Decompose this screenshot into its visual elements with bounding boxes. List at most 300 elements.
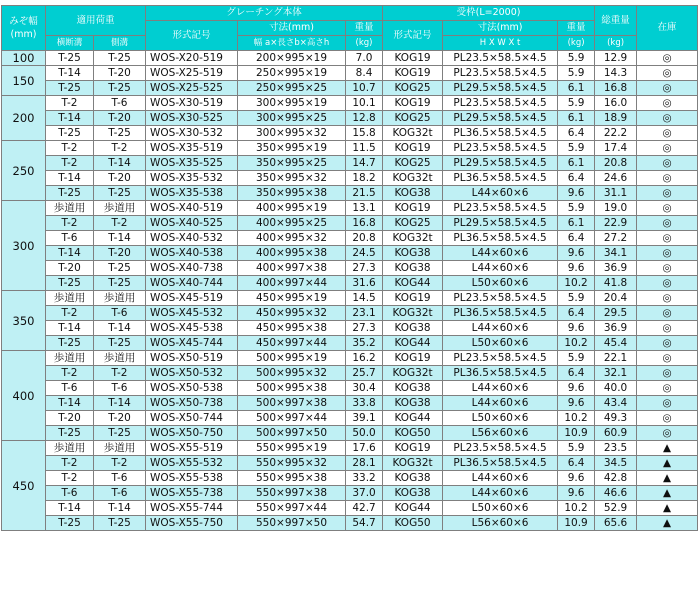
- model-code-cell: WOS-X50-538: [146, 381, 238, 396]
- model-code-cell: WOS-X35-519: [146, 141, 238, 156]
- weight-cell: 20.8: [346, 231, 383, 246]
- frame-code-cell: KOG44: [383, 501, 443, 516]
- dimensions-cell: 350×995×19: [238, 141, 346, 156]
- model-code-cell: WOS-X55-532: [146, 456, 238, 471]
- header-grating: グレーチング本体: [146, 6, 383, 21]
- dimensions-cell: 300×995×32: [238, 126, 346, 141]
- stock-mark-cell: ▲: [637, 471, 698, 486]
- frame-dimensions-cell: L56×60×6: [443, 426, 558, 441]
- stock-mark-cell: ◎: [637, 261, 698, 276]
- cross-load-cell: T-14: [46, 66, 94, 81]
- side-load-cell: T-6: [94, 381, 146, 396]
- model-code-cell: WOS-X45-538: [146, 321, 238, 336]
- weight-cell: 15.8: [346, 126, 383, 141]
- side-load-cell: 歩道用: [94, 441, 146, 456]
- model-code-cell: WOS-X35-532: [146, 171, 238, 186]
- cross-load-cell: 歩道用: [46, 201, 94, 216]
- table-row: [2, 81, 698, 96]
- frame-dimensions-cell: PL23.5×58.5×4.5: [443, 51, 558, 66]
- stock-mark-cell: ◎: [637, 276, 698, 291]
- side-load-cell: T-6: [94, 96, 146, 111]
- model-code-cell: WOS-X25-519: [146, 66, 238, 81]
- side-load-cell: T-6: [94, 306, 146, 321]
- stock-mark-cell: ◎: [637, 201, 698, 216]
- frame-weight-cell: 6.4: [558, 456, 595, 471]
- side-load-cell: T-25: [94, 426, 146, 441]
- dimensions-cell: 300×995×25: [238, 111, 346, 126]
- side-load-cell: 歩道用: [94, 201, 146, 216]
- dimensions-cell: 500×995×32: [238, 366, 346, 381]
- frame-dimensions-cell: PL36.5×58.5×4.5: [443, 366, 558, 381]
- model-code-cell: WOS-X35-538: [146, 186, 238, 201]
- model-code-cell: WOS-X40-525: [146, 216, 238, 231]
- stock-mark-cell: ◎: [637, 426, 698, 441]
- weight-cell: 10.7: [346, 81, 383, 96]
- total-weight-cell: 17.4: [595, 141, 637, 156]
- table-row: [2, 156, 698, 171]
- model-code-cell: WOS-X55-519: [146, 441, 238, 456]
- model-code-cell: WOS-X45-744: [146, 336, 238, 351]
- frame-weight-cell: 6.1: [558, 156, 595, 171]
- total-weight-cell: 49.3: [595, 411, 637, 426]
- model-code-cell: WOS-X55-738: [146, 486, 238, 501]
- table-body: [2, 51, 698, 531]
- cross-load-cell: T-14: [46, 321, 94, 336]
- total-weight-cell: 27.2: [595, 231, 637, 246]
- total-weight-cell: 43.4: [595, 396, 637, 411]
- total-weight-cell: 31.1: [595, 186, 637, 201]
- model-code-cell: WOS-X30-519: [146, 96, 238, 111]
- header-weight: 重量: [346, 21, 383, 36]
- cross-load-cell: T-2: [46, 366, 94, 381]
- frame-dimensions-cell: L44×60×6: [443, 396, 558, 411]
- dimensions-cell: 550×997×44: [238, 501, 346, 516]
- table-row: [2, 276, 698, 291]
- frame-weight-cell: 9.6: [558, 471, 595, 486]
- frame-weight-cell: 6.1: [558, 111, 595, 126]
- header-weight-unit: (kg): [346, 36, 383, 51]
- weight-cell: 18.2: [346, 171, 383, 186]
- header-dimensions: 寸法(mm): [238, 21, 346, 36]
- frame-code-cell: KOG19: [383, 66, 443, 81]
- cross-load-cell: T-14: [46, 246, 94, 261]
- model-code-cell: WOS-X40-744: [146, 276, 238, 291]
- frame-weight-cell: 6.1: [558, 216, 595, 231]
- table-row: [2, 441, 698, 456]
- model-code-cell: WOS-X30-525: [146, 111, 238, 126]
- cross-load-cell: 歩道用: [46, 351, 94, 366]
- total-weight-cell: 16.8: [595, 81, 637, 96]
- header-dims-sub: 幅 a×長さb×高さh: [238, 36, 346, 51]
- weight-cell: 33.8: [346, 396, 383, 411]
- dimensions-cell: 300×995×19: [238, 96, 346, 111]
- frame-weight-cell: 9.6: [558, 381, 595, 396]
- weight-cell: 14.7: [346, 156, 383, 171]
- cross-load-cell: T-2: [46, 141, 94, 156]
- frame-code-cell: KOG19: [383, 201, 443, 216]
- frame-code-cell: KOG19: [383, 96, 443, 111]
- frame-code-cell: KOG38: [383, 396, 443, 411]
- frame-dimensions-cell: PL23.5×58.5×4.5: [443, 351, 558, 366]
- table-row: [2, 96, 698, 111]
- total-weight-cell: 36.9: [595, 261, 637, 276]
- stock-mark-cell: ▲: [637, 516, 698, 531]
- frame-dimensions-cell: PL23.5×58.5×4.5: [443, 66, 558, 81]
- frame-code-cell: KOG32t: [383, 456, 443, 471]
- dimensions-cell: 500×997×38: [238, 396, 346, 411]
- dimensions-cell: 350×995×32: [238, 171, 346, 186]
- cross-load-cell: T-25: [46, 186, 94, 201]
- cross-load-cell: T-2: [46, 306, 94, 321]
- stock-mark-cell: ▲: [637, 486, 698, 501]
- weight-cell: 50.0: [346, 426, 383, 441]
- frame-dimensions-cell: L44×60×6: [443, 186, 558, 201]
- stock-mark-cell: ◎: [637, 111, 698, 126]
- cross-load-cell: T-25: [46, 51, 94, 66]
- frame-code-cell: KOG38: [383, 486, 443, 501]
- total-weight-cell: 22.9: [595, 216, 637, 231]
- stock-mark-cell: ◎: [637, 141, 698, 156]
- dimensions-cell: 550×997×50: [238, 516, 346, 531]
- side-load-cell: T-25: [94, 186, 146, 201]
- stock-mark-cell: ◎: [637, 51, 698, 66]
- frame-code-cell: KOG38: [383, 381, 443, 396]
- frame-code-cell: KOG19: [383, 291, 443, 306]
- table-row: [2, 246, 698, 261]
- table-row: [2, 471, 698, 486]
- model-code-cell: WOS-X40-738: [146, 261, 238, 276]
- total-weight-cell: 52.9: [595, 501, 637, 516]
- cross-load-cell: T-2: [46, 456, 94, 471]
- weight-cell: 31.6: [346, 276, 383, 291]
- cross-load-cell: T-25: [46, 81, 94, 96]
- dimensions-cell: 500×997×44: [238, 411, 346, 426]
- dimensions-cell: 400×995×32: [238, 231, 346, 246]
- frame-code-cell: KOG25: [383, 216, 443, 231]
- side-load-cell: T-2: [94, 141, 146, 156]
- cross-load-cell: T-14: [46, 171, 94, 186]
- frame-code-cell: KOG50: [383, 426, 443, 441]
- header-width: みぞ幅 (mm): [2, 6, 46, 51]
- cross-load-cell: 歩道用: [46, 291, 94, 306]
- frame-weight-cell: 10.2: [558, 411, 595, 426]
- stock-mark-cell: ◎: [637, 321, 698, 336]
- dimensions-cell: 400×995×38: [238, 246, 346, 261]
- frame-weight-cell: 10.2: [558, 501, 595, 516]
- frame-dimensions-cell: PL29.5×58.5×4.5: [443, 81, 558, 96]
- frame-dimensions-cell: PL29.5×58.5×4.5: [443, 111, 558, 126]
- side-load-cell: T-25: [94, 81, 146, 96]
- model-code-cell: WOS-X50-750: [146, 426, 238, 441]
- stock-mark-cell: ◎: [637, 126, 698, 141]
- total-weight-cell: 60.9: [595, 426, 637, 441]
- weight-cell: 54.7: [346, 516, 383, 531]
- cross-load-cell: T-6: [46, 381, 94, 396]
- frame-code-cell: KOG19: [383, 441, 443, 456]
- header-frame-dimensions: 寸法(mm): [443, 21, 558, 36]
- frame-dimensions-cell: PL36.5×58.5×4.5: [443, 171, 558, 186]
- frame-dimensions-cell: L50×60×6: [443, 336, 558, 351]
- frame-code-cell: KOG44: [383, 411, 443, 426]
- frame-dimensions-cell: L44×60×6: [443, 471, 558, 486]
- frame-dimensions-cell: PL23.5×58.5×4.5: [443, 441, 558, 456]
- total-weight-cell: 20.8: [595, 156, 637, 171]
- frame-dimensions-cell: PL23.5×58.5×4.5: [443, 201, 558, 216]
- frame-weight-cell: 5.9: [558, 441, 595, 456]
- frame-dimensions-cell: L44×60×6: [443, 486, 558, 501]
- frame-code-cell: KOG32t: [383, 306, 443, 321]
- total-weight-cell: 22.1: [595, 351, 637, 366]
- total-weight-cell: 34.5: [595, 456, 637, 471]
- side-load-cell: 歩道用: [94, 291, 146, 306]
- frame-dimensions-cell: PL23.5×58.5×4.5: [443, 96, 558, 111]
- groove-width-cell: 250: [2, 141, 46, 201]
- header-frame-weight: 重量: [558, 21, 595, 36]
- weight-cell: 33.2: [346, 471, 383, 486]
- table-row: [2, 321, 698, 336]
- cross-load-cell: T-25: [46, 276, 94, 291]
- dimensions-cell: 450×995×38: [238, 321, 346, 336]
- groove-width-cell: 100: [2, 51, 46, 66]
- model-code-cell: WOS-X50-519: [146, 351, 238, 366]
- frame-dimensions-cell: PL29.5×58.5×4.5: [443, 156, 558, 171]
- groove-width-cell: 200: [2, 96, 46, 141]
- total-weight-cell: 24.6: [595, 171, 637, 186]
- frame-weight-cell: 10.9: [558, 516, 595, 531]
- total-weight-cell: 23.5: [595, 441, 637, 456]
- weight-cell: 35.2: [346, 336, 383, 351]
- cross-load-cell: T-25: [46, 336, 94, 351]
- table-row: [2, 351, 698, 366]
- table-row: [2, 66, 698, 81]
- stock-mark-cell: ◎: [637, 366, 698, 381]
- stock-mark-cell: ◎: [637, 186, 698, 201]
- weight-cell: 17.6: [346, 441, 383, 456]
- weight-cell: 28.1: [346, 456, 383, 471]
- model-code-cell: WOS-X55-538: [146, 471, 238, 486]
- cross-load-cell: T-25: [46, 126, 94, 141]
- frame-code-cell: KOG32t: [383, 126, 443, 141]
- model-code-cell: WOS-X45-532: [146, 306, 238, 321]
- weight-cell: 7.0: [346, 51, 383, 66]
- table-header: [2, 6, 698, 51]
- dimensions-cell: 500×997×50: [238, 426, 346, 441]
- dimensions-cell: 350×995×25: [238, 156, 346, 171]
- table-row: [2, 291, 698, 306]
- groove-width-cell: 150: [2, 66, 46, 96]
- table-row: [2, 381, 698, 396]
- dimensions-cell: 400×997×38: [238, 261, 346, 276]
- cross-load-cell: T-20: [46, 411, 94, 426]
- dimensions-cell: 550×995×32: [238, 456, 346, 471]
- side-load-cell: T-25: [94, 51, 146, 66]
- side-load-cell: T-14: [94, 156, 146, 171]
- frame-dimensions-cell: L50×60×6: [443, 411, 558, 426]
- stock-mark-cell: ◎: [637, 411, 698, 426]
- dimensions-cell: 550×995×19: [238, 441, 346, 456]
- weight-cell: 8.4: [346, 66, 383, 81]
- weight-cell: 13.1: [346, 201, 383, 216]
- header-frame-code: 形式記号: [383, 21, 443, 51]
- frame-code-cell: KOG25: [383, 111, 443, 126]
- side-load-cell: 歩道用: [94, 351, 146, 366]
- stock-mark-cell: ◎: [637, 156, 698, 171]
- header-frame: 受枠(L=2000): [383, 6, 595, 21]
- header-cross-ditch: 横断溝: [46, 36, 94, 51]
- side-load-cell: T-25: [94, 261, 146, 276]
- side-load-cell: T-2: [94, 456, 146, 471]
- header-total-weight: 総重量: [595, 6, 637, 36]
- header-side-ditch: 側溝: [94, 36, 146, 51]
- weight-cell: 27.3: [346, 321, 383, 336]
- grating-spec-table: [1, 5, 698, 531]
- total-weight-cell: 46.6: [595, 486, 637, 501]
- frame-code-cell: KOG25: [383, 81, 443, 96]
- table-row: [2, 396, 698, 411]
- total-weight-cell: 18.9: [595, 111, 637, 126]
- dimensions-cell: 550×995×38: [238, 471, 346, 486]
- frame-code-cell: KOG38: [383, 186, 443, 201]
- cross-load-cell: T-25: [46, 426, 94, 441]
- stock-mark-cell: ▲: [637, 441, 698, 456]
- cross-load-cell: T-2: [46, 156, 94, 171]
- stock-mark-cell: ◎: [637, 96, 698, 111]
- groove-width-cell: 400: [2, 351, 46, 441]
- side-load-cell: T-25: [94, 276, 146, 291]
- frame-dimensions-cell: PL36.5×58.5×4.5: [443, 306, 558, 321]
- total-weight-cell: 29.5: [595, 306, 637, 321]
- frame-code-cell: KOG38: [383, 246, 443, 261]
- total-weight-cell: 36.9: [595, 321, 637, 336]
- dimensions-cell: 400×995×19: [238, 201, 346, 216]
- table-row: [2, 336, 698, 351]
- frame-dimensions-cell: PL36.5×58.5×4.5: [443, 231, 558, 246]
- frame-weight-cell: 6.4: [558, 306, 595, 321]
- cross-load-cell: T-2: [46, 216, 94, 231]
- frame-weight-cell: 6.4: [558, 126, 595, 141]
- frame-weight-cell: 9.6: [558, 186, 595, 201]
- weight-cell: 14.5: [346, 291, 383, 306]
- frame-dimensions-cell: L44×60×6: [443, 381, 558, 396]
- frame-weight-cell: 5.9: [558, 351, 595, 366]
- frame-code-cell: KOG25: [383, 156, 443, 171]
- total-weight-cell: 12.9: [595, 51, 637, 66]
- frame-code-cell: KOG44: [383, 336, 443, 351]
- table-row: [2, 186, 698, 201]
- cross-load-cell: T-6: [46, 486, 94, 501]
- frame-code-cell: KOG38: [383, 321, 443, 336]
- frame-code-cell: KOG44: [383, 276, 443, 291]
- cross-load-cell: T-14: [46, 396, 94, 411]
- model-code-cell: WOS-X50-738: [146, 396, 238, 411]
- stock-mark-cell: ◎: [637, 396, 698, 411]
- frame-code-cell: KOG50: [383, 516, 443, 531]
- dimensions-cell: 550×997×38: [238, 486, 346, 501]
- weight-cell: 10.1: [346, 96, 383, 111]
- dimensions-cell: 250×995×25: [238, 81, 346, 96]
- stock-mark-cell: ▲: [637, 456, 698, 471]
- side-load-cell: T-14: [94, 231, 146, 246]
- spec-table-container: [1, 5, 698, 531]
- table-row: [2, 141, 698, 156]
- frame-weight-cell: 10.9: [558, 426, 595, 441]
- table-row: [2, 516, 698, 531]
- side-load-cell: T-14: [94, 501, 146, 516]
- model-code-cell: WOS-X55-744: [146, 501, 238, 516]
- table-row: [2, 501, 698, 516]
- stock-mark-cell: ◎: [637, 171, 698, 186]
- total-weight-cell: 32.1: [595, 366, 637, 381]
- weight-cell: 37.0: [346, 486, 383, 501]
- frame-dimensions-cell: L44×60×6: [443, 246, 558, 261]
- total-weight-cell: 16.0: [595, 96, 637, 111]
- frame-dimensions-cell: L44×60×6: [443, 321, 558, 336]
- header-frame-weight-unit: (kg): [558, 36, 595, 51]
- header-model-code: 形式記号: [146, 21, 238, 51]
- model-code-cell: WOS-X35-525: [146, 156, 238, 171]
- table-row: [2, 216, 698, 231]
- total-weight-cell: 42.8: [595, 471, 637, 486]
- table-row: [2, 456, 698, 471]
- stock-mark-cell: ◎: [637, 306, 698, 321]
- dimensions-cell: 250×995×19: [238, 66, 346, 81]
- total-weight-cell: 40.0: [595, 381, 637, 396]
- table-row: [2, 111, 698, 126]
- side-load-cell: T-14: [94, 321, 146, 336]
- table-row: [2, 231, 698, 246]
- frame-weight-cell: 6.1: [558, 81, 595, 96]
- stock-mark-cell: ◎: [637, 336, 698, 351]
- dimensions-cell: 450×997×44: [238, 336, 346, 351]
- dimensions-cell: 400×995×25: [238, 216, 346, 231]
- frame-dimensions-cell: PL23.5×58.5×4.5: [443, 291, 558, 306]
- total-weight-cell: 22.2: [595, 126, 637, 141]
- table-row: [2, 201, 698, 216]
- stock-mark-cell: ▲: [637, 501, 698, 516]
- dimensions-cell: 500×995×38: [238, 381, 346, 396]
- weight-cell: 23.1: [346, 306, 383, 321]
- weight-cell: 21.5: [346, 186, 383, 201]
- frame-code-cell: KOG19: [383, 351, 443, 366]
- model-code-cell: WOS-X45-519: [146, 291, 238, 306]
- header-total-weight-unit: (kg): [595, 36, 637, 51]
- weight-cell: 39.1: [346, 411, 383, 426]
- side-load-cell: T-25: [94, 126, 146, 141]
- weight-cell: 25.7: [346, 366, 383, 381]
- cross-load-cell: T-14: [46, 111, 94, 126]
- frame-code-cell: KOG32t: [383, 231, 443, 246]
- model-code-cell: WOS-X25-525: [146, 81, 238, 96]
- side-load-cell: T-6: [94, 471, 146, 486]
- side-load-cell: T-14: [94, 396, 146, 411]
- table-row: [2, 126, 698, 141]
- weight-cell: 12.8: [346, 111, 383, 126]
- model-code-cell: WOS-X50-532: [146, 366, 238, 381]
- model-code-cell: WOS-X40-519: [146, 201, 238, 216]
- cross-load-cell: 歩道用: [46, 441, 94, 456]
- header-load: 適用荷重: [46, 6, 146, 36]
- frame-weight-cell: 6.4: [558, 231, 595, 246]
- frame-weight-cell: 9.6: [558, 246, 595, 261]
- total-weight-cell: 20.4: [595, 291, 637, 306]
- side-load-cell: T-25: [94, 516, 146, 531]
- dimensions-cell: 500×995×19: [238, 351, 346, 366]
- stock-mark-cell: ◎: [637, 291, 698, 306]
- frame-weight-cell: 10.2: [558, 336, 595, 351]
- frame-weight-cell: 9.6: [558, 396, 595, 411]
- side-load-cell: T-20: [94, 66, 146, 81]
- table-row: [2, 411, 698, 426]
